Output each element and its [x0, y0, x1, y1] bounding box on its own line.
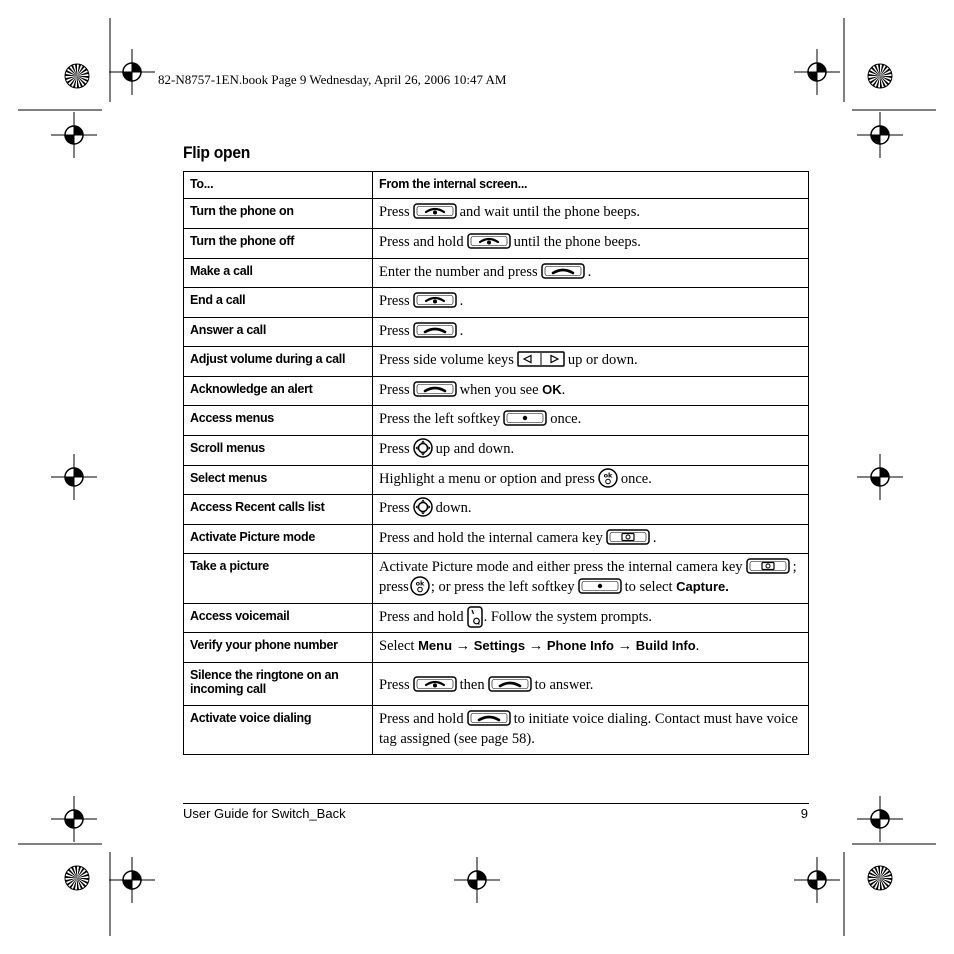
voicemail-one-key-icon [467, 606, 483, 628]
row-task: Turn the phone off [184, 229, 373, 259]
flip-open-reference-table [183, 171, 809, 755]
row-task: Silence the ringtone on an incoming call [184, 663, 373, 706]
registration-crosshair-icon [856, 795, 904, 843]
footer-rule [183, 803, 809, 804]
end-power-key-icon [413, 292, 457, 308]
row-instruction: Select Menu → Settings → Phone Info → Build Info. [373, 633, 809, 663]
row-instruction: Press . [373, 318, 809, 347]
table-row [184, 466, 809, 495]
row-instruction: Press when you see OK. [373, 377, 809, 406]
table-row [184, 706, 809, 755]
row-instruction: Press and hold . Follow the system prompts. [373, 604, 809, 633]
row-instruction: Press then to answer. [373, 663, 809, 706]
row-instruction: Press up and down. [373, 436, 809, 466]
end-power-key-icon [413, 203, 457, 219]
row-task: Answer a call [184, 318, 373, 347]
registration-crosshair-icon [50, 111, 98, 159]
registration-crosshair-icon [108, 856, 156, 904]
row-instruction: Highlight a menu or option and press once. [373, 466, 809, 495]
send-key-icon [541, 263, 585, 279]
table-row [184, 377, 809, 406]
registration-crosshair-icon [856, 111, 904, 159]
row-instruction: Press and hold until the phone beeps. [373, 229, 809, 259]
row-task: Access voicemail [184, 604, 373, 633]
table-row [184, 633, 809, 663]
row-instruction: Press and wait until the phone beeps. [373, 199, 809, 229]
row-task: Scroll menus [184, 436, 373, 466]
row-task: Make a call [184, 259, 373, 288]
row-task: Verify your phone number [184, 633, 373, 663]
ok-key-icon [410, 576, 430, 596]
row-instruction: Activate Picture mode and either press the internal camera key ; press ; or press the left softkey to select Capture. [373, 554, 809, 604]
table-row [184, 347, 809, 377]
color-calibration-star-icon [63, 62, 91, 90]
camera-key-icon [746, 558, 790, 574]
section-title: Flip open [183, 143, 251, 162]
row-instruction: Press and hold the internal camera key . [373, 525, 809, 554]
footer-guide-title: User Guide for Switch_Back [183, 806, 346, 821]
registration-crosshair-icon [793, 48, 841, 96]
volume-keys-icon [517, 351, 565, 367]
send-key-icon [413, 381, 457, 397]
color-calibration-star-icon [866, 62, 894, 90]
row-task: Activate Picture mode [184, 525, 373, 554]
left-softkey-icon [503, 410, 547, 426]
column-header-instructions: From the internal screen... [373, 172, 809, 199]
row-task: Select menus [184, 466, 373, 495]
page-number: 9 [800, 806, 808, 821]
end-power-key-icon [413, 676, 457, 692]
send-key-icon [467, 710, 511, 726]
row-task: Adjust volume during a call [184, 347, 373, 377]
ok-key-icon [598, 468, 618, 488]
navigation-key-icon [413, 497, 433, 517]
row-task: Access menus [184, 406, 373, 436]
registration-crosshair-icon [50, 453, 98, 501]
row-task: Activate voice dialing [184, 706, 373, 755]
row-task: Access Recent calls list [184, 495, 373, 525]
registration-crosshair-icon [453, 856, 501, 904]
row-instruction: Enter the number and press . [373, 259, 809, 288]
row-instruction: Press down. [373, 495, 809, 525]
table-row [184, 554, 809, 604]
table-row [184, 436, 809, 466]
table-row [184, 288, 809, 318]
table-row [184, 663, 809, 706]
send-key-icon [413, 322, 457, 338]
row-instruction: Press . [373, 288, 809, 318]
row-instruction: Press the left softkey once. [373, 406, 809, 436]
table-row [184, 525, 809, 554]
left-softkey-icon [578, 578, 622, 594]
table-row [184, 318, 809, 347]
row-task: Turn the phone on [184, 199, 373, 229]
table-row [184, 259, 809, 288]
registration-crosshair-icon [108, 48, 156, 96]
table-row [184, 495, 809, 525]
end-power-key-icon [467, 233, 511, 249]
registration-crosshair-icon [50, 795, 98, 843]
table-row [184, 604, 809, 633]
column-header-task: To... [184, 172, 373, 199]
row-instruction: Press and hold to initiate voice dialing. Contact must have voice tag assigned (see page 58). [373, 706, 809, 755]
table-row [184, 406, 809, 436]
navigation-key-icon [413, 438, 433, 458]
table-row [184, 229, 809, 259]
registration-crosshair-icon [793, 856, 841, 904]
row-task: Acknowledge an alert [184, 377, 373, 406]
row-task: End a call [184, 288, 373, 318]
row-instruction: Press side volume keys up or down. [373, 347, 809, 377]
registration-crosshair-icon [856, 453, 904, 501]
row-task: Take a picture [184, 554, 373, 604]
table-row [184, 199, 809, 229]
color-calibration-star-icon [63, 864, 91, 892]
print-slug-header: 82-N8757-1EN.book Page 9 Wednesday, April 26, 2006 10:47 AM [158, 72, 507, 87]
send-key-icon [488, 676, 532, 692]
camera-key-icon [606, 529, 650, 545]
table-header-row [184, 172, 809, 199]
color-calibration-star-icon [866, 864, 894, 892]
